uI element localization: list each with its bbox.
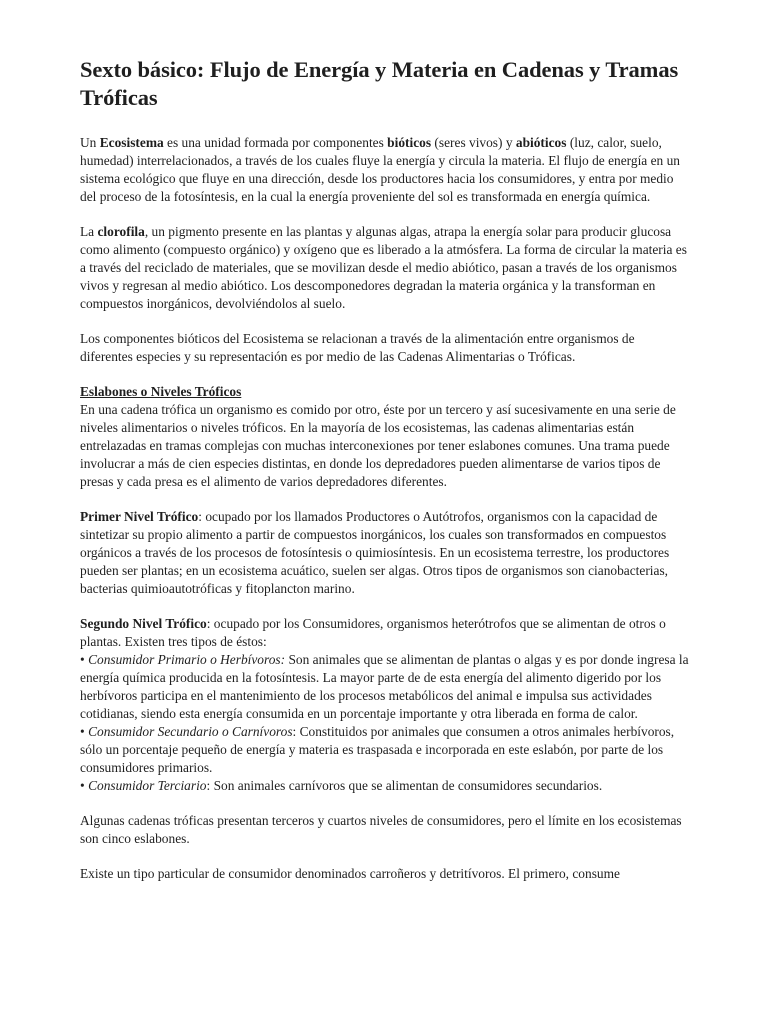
bold-term-bioticos: bióticos: [387, 135, 432, 150]
paragraph-clorofila: [80, 223, 690, 313]
consumidor-primario-text: Son animales que se alimentan de plantas o algas y es por donde ingresa la energía química producida en la fotosíntesis. La mayor parte de de esta energía del alimento digerido por los herbívoros participa en el mantenimiento de los procesos metabólicos del animal e impulsa sus actividades cotidianas, siendo esta energía consumida en un porcentaje importante y otra liberada en forma de calor.: [80, 652, 689, 721]
text-run: La: [80, 224, 98, 239]
paragraph-segundo-nivel: [80, 615, 690, 795]
page-title: Sexto básico: Flujo de Energía y Materia en Cadenas y Tramas Tróficas: [80, 57, 679, 110]
consumidor-secundario-label: Consumidor Secundario o Carnívoros: [88, 724, 293, 739]
paragraph-componentes: Los componentes bióticos del Ecosistema se relacionan a través de la alimentación entre organismos de diferentes especies y su representación es por medio de las Cadenas Alimentarias o Tróficas.: [80, 331, 635, 364]
section-eslabones: [80, 383, 690, 491]
paragraph-ecosistema: [80, 134, 690, 206]
segundo-nivel-text: : ocupado por los Consumidores, organismos heterótrofos que se alimentan de otros o plantas. Existen tres tipos de éstos:: [80, 616, 666, 649]
list-item: [80, 777, 690, 795]
primer-nivel-text: : ocupado por los llamados Productores o Autótrofos, organismos con la capacidad de sintetizar su propio alimento a partir de compuestos inorgánicos, los cuales son transformados en compuestos orgánicos a través de los procesos de fotosíntesis o quimiosíntesis. En un ecosistema terrestre, los productores pueden ser plantas; en un ecosistema acuático, suelen ser algas. Otros tipos de organismos son cianobacterias, bacterias quimioautotróficas y fitoplancton marino.: [80, 509, 670, 596]
text-run: (luz, calor, suelo, humedad) interrelacionados, a través de los cuales fluye la energía y circula la materia. El flujo de energía en un sistema ecológico que fluye en una dirección, desde los productores hacia los consumidores, y entra por medio del proceso de la fotosíntesis, en la cual la energía proveniente del sol es transformada en energía química.: [80, 135, 680, 204]
consumidor-secundario-text: : Constituidos por animales que consumen a otros animales herbívoros, sólo un porcentaje pequeño de energía y materia es traspasada e incorporada en este eslabón, por parte de los consumidores primarios.: [80, 724, 675, 775]
consumidor-terciario-text: : Son animales carnívoros que se alimentan de consumidores secundarios.: [206, 778, 603, 793]
text-run: Un: [80, 135, 100, 150]
list-item: [80, 723, 690, 777]
text-run: es una unidad formada por componentes: [163, 135, 388, 150]
bold-term-abioticos: abióticos: [515, 135, 567, 150]
bullet-icon: •: [80, 724, 85, 739]
primer-nivel-label: Primer Nivel Trófico: [80, 509, 199, 524]
text-run: , un pigmento presente en las plantas y algunas algas, atrapa la energía solar para producir glucosa como alimento (compuesto orgánico) y oxígeno que es liberado a la atmósfera. La forma de circular la materia es a través del reciclado de materiales, que se movilizan desde el medio abiótico, pasan a través de los organismos vivos y regresan al medio abiótico. Los descomponedores degradan la materia orgánica y la transforman en compuestos inorgánicos, devolviéndolos al suelo.: [80, 224, 687, 311]
consumidor-primario-label: Consumidor Primario o Herbívoros:: [88, 652, 286, 667]
section-heading: Eslabones o Niveles Tróficos: [80, 384, 242, 399]
paragraph-primer-nivel: [80, 508, 690, 598]
segundo-nivel-label: Segundo Nivel Trófico: [80, 616, 207, 631]
document-body: [80, 56, 690, 900]
bold-term-clorofila: clorofila: [97, 224, 145, 239]
text-run: (seres vivos) y: [431, 135, 516, 150]
bullet-icon: •: [80, 652, 85, 667]
bold-term-ecosistema: Ecosistema: [99, 135, 164, 150]
section-text: En una cadena trófica un organismo es comido por otro, éste por un tercero y así sucesivamente en una serie de niveles alimentarios o niveles tróficos. En la mayoría de los ecosistemas, las cadenas alimentarias están entrelazadas en tramas complejas con muchas interconexiones por tener eslabones comunes. Una trama puede involucrar a más de cien especies distintas, en donde los depredadores pueden alimentarse de varios tipos de presas y cada presa es el alimento de varios depredadores diferentes.: [80, 402, 676, 489]
list-item: [80, 651, 690, 723]
bullet-icon: •: [80, 778, 85, 793]
paragraph-carroneros: Existe un tipo particular de consumidor denominados carroñeros y detritívoros. El primero, consume: [80, 866, 620, 881]
paragraph-cuartos-niveles: Algunas cadenas tróficas presentan terceros y cuartos niveles de consumidores, pero el límite en los ecosistemas son cinco eslabones.: [80, 813, 682, 846]
consumidor-terciario-label: Consumidor Terciario: [88, 778, 207, 793]
